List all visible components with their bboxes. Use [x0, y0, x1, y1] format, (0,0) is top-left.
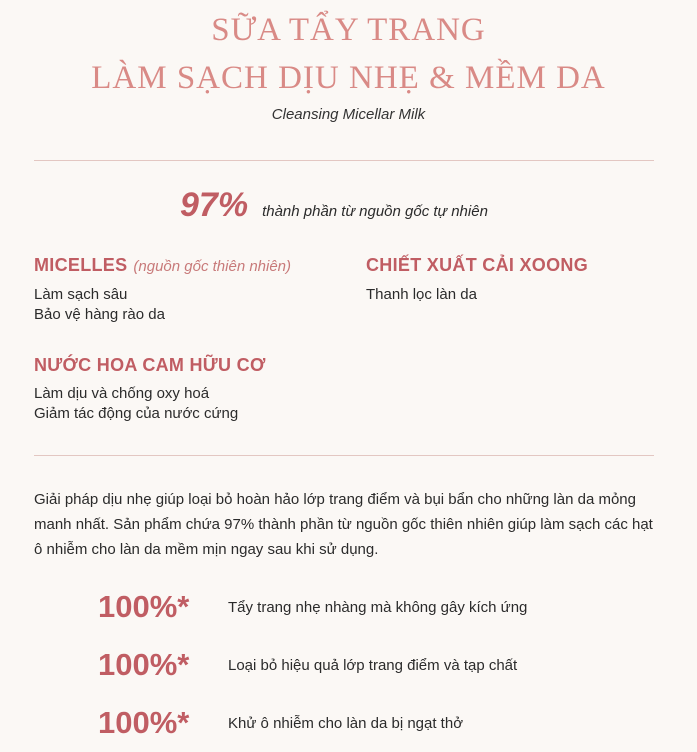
divider-middle	[34, 455, 654, 456]
natural-percent-label: thành phần từ nguồn gốc tự nhiên	[262, 203, 488, 220]
ingredient-benefit: Thanh lọc làn da	[366, 286, 477, 303]
claim-value: 100%*	[98, 647, 190, 682]
ingredient-benefit: Làm sạch sâu	[34, 286, 128, 303]
product-description: Giải pháp dịu nhẹ giúp loại bỏ hoàn hảo lớp trang điểm và bụi bẩn cho những làn da mỏng manh nhất. Sản phẩm chứa 97% thành phần từ nguồn gốc thiên nhiên giúp làm sạch các hạt ô nhiễm cho làn da mềm mịn ngay sau khi sử dụng.	[34, 491, 653, 558]
ingredient-title	[366, 255, 588, 276]
ingredient-benefit: Làm dịu và chống oxy hoá	[34, 385, 210, 402]
ingredient-title	[34, 255, 291, 276]
claim-item	[98, 647, 517, 683]
claim-text: Khử ô nhiễm cho làn da bị ngạt thở	[228, 714, 464, 732]
ingredient-title	[34, 355, 266, 376]
product-subtitle: Cleansing Micellar Milk	[271, 106, 426, 123]
claim-item	[98, 589, 527, 625]
ingredient-micelles	[34, 255, 291, 325]
claim-text: Loại bỏ hiệu quả lớp trang điểm và tạp chất	[228, 656, 518, 674]
claim-value: 100%*	[98, 705, 190, 740]
ingredient-note: (nguồn gốc thiên nhiên)	[133, 258, 292, 275]
ingredient-benefit: Giảm tác động của nước cứng	[34, 405, 239, 422]
divider-top	[34, 160, 654, 161]
natural-origin-highlight	[180, 186, 488, 225]
ingredient-benefit: Bảo vệ hàng rào da	[34, 306, 165, 323]
claim-text: Tẩy trang nhẹ nhàng mà không gây kích ứng	[228, 598, 528, 616]
claim-item	[98, 705, 463, 741]
ingredient-orange-water	[34, 355, 266, 424]
ingredient-name: MICELLES	[34, 255, 128, 275]
ingredient-watercress	[366, 255, 588, 305]
product-title-line1: SỮA TẨY TRANG	[211, 12, 486, 48]
natural-percent: 97%	[180, 186, 249, 224]
product-title-line2: LÀM SẠCH DỊU NHẸ & MỀM DA	[91, 60, 606, 96]
ingredient-name: NƯỚC HOA CAM HỮU CƠ	[34, 355, 266, 375]
claim-value: 100%*	[98, 589, 190, 624]
ingredient-name: CHIẾT XUẤT CẢI XOONG	[366, 255, 589, 275]
